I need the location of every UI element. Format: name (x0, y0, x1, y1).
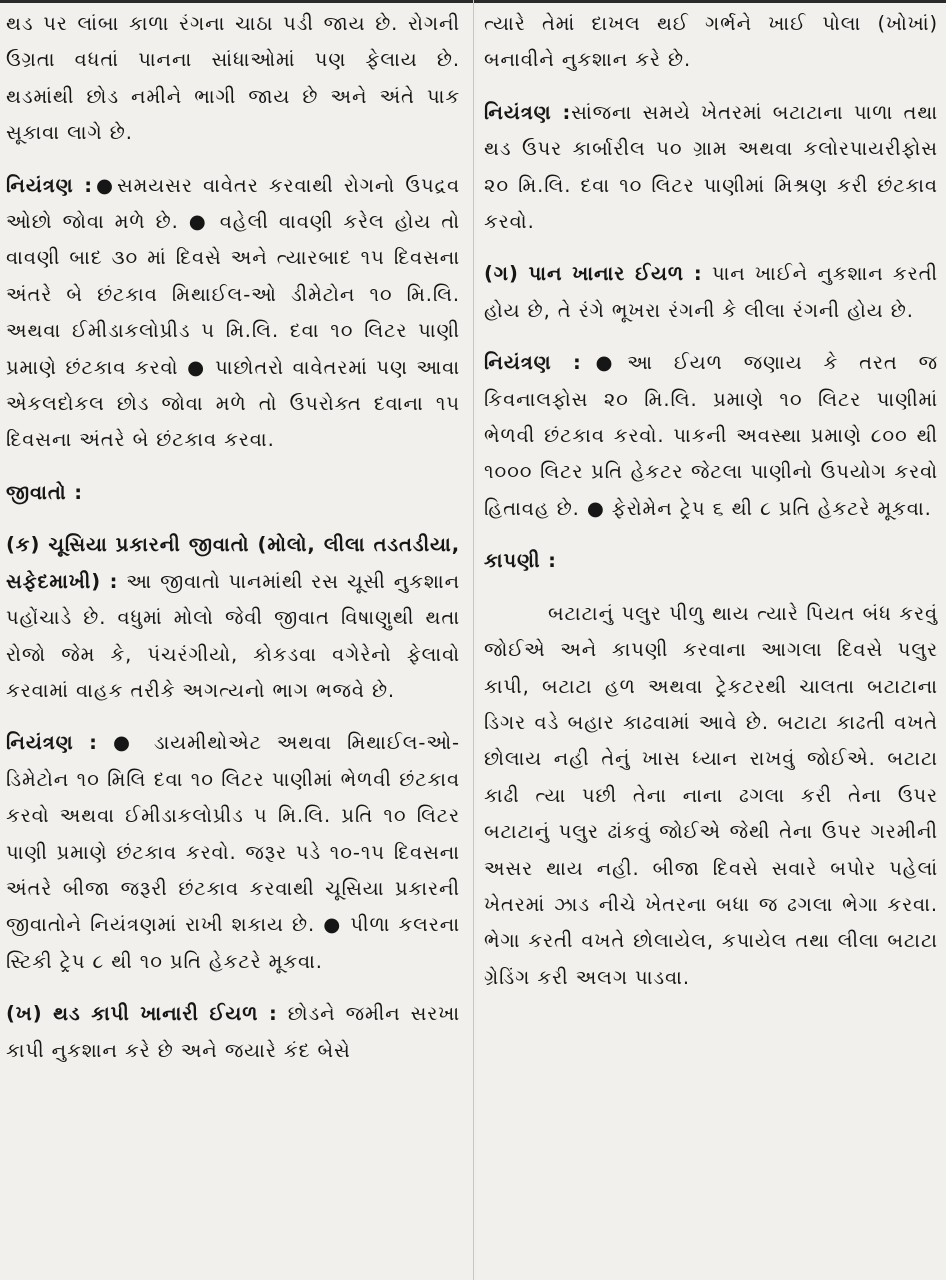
harvest-heading: કાપણી : (484, 549, 557, 573)
cutworm-label: (ખ) થડ કાપી ખાનારી ઈયળ : (6, 1002, 278, 1026)
right-column (474, 0, 946, 1012)
left-column (0, 0, 472, 1085)
control-text: ●આ ઈયળ જણાય કે તરત જ કિવનાલફોસ ૨૦ મિ.લિ. પ્રમાણે ૧૦ લિટર પાણીમાં ભેળવી છંટકાવ કરવો. પાકની અવસ્થા પ્રમાણે ૮૦૦ થી ૧૦૦૦ લિટર પ્રતિ હેકટર જેટલા પાણીનો ઉપયોગ કરવો હિતાવહ છે. ● ફેરોમેન ટ્રેપ ૬ થી ૮ પ્રતિ હેકટરે મૂકવા. (484, 351, 938, 520)
cutworm-paragraph (6, 996, 460, 1069)
control-paragraph-3 (484, 95, 938, 241)
cutworm-text: છોડને જમીન સરખા કાપી નુકશાન કરે છે અને જયારે કંદ બેસે (6, 1002, 460, 1062)
sucking-pests-paragraph (6, 527, 460, 709)
sucking-pests-text: આ જીવાતો પાનમાંથી રસ ચૂસી નુકશાન પહોંચાડે છે. વધુમાં મોલો જેવી જીવાત વિષાણુથી થતા રોજો જેમ કે, પંચરંગીયો, કોકડવા વગેરેનો ફેલાવો કરવામાં વાહક તરીકે અગત્યનો ભાગ ભજવે છે. (6, 569, 460, 702)
control-label: નિયંત્રણ : (6, 731, 98, 755)
control-text: ●સમયસર વાવેતર કરવાથી રોગનો ઉપદ્રવ ઓછો જોવા મળે છે. ● વહેલી વાવણી કરેલ હોય તો વાવણી બાદ ૩૦ માં દિવસે અને ત્યારબાદ ૧૫ દિવસના અંતરે બે છંટકાવ મિથાઈલ-ઓ ડીમેટોન ૧૦ મિ.લિ. અથવા ઈમીડાકલોપ્રીડ ૫ મિ.લિ. દવા ૧૦ લિટર પાણી પ્રમાણે છંટકાવ કરવો ● પાછોતરો વાવેતરમાં પણ આવા એકલદોકલ છોડ જોવા મળે તો ઉપરોક્ત દવાના ૧૫ દિવસના અંતરે બે છંટકાવ કરવા. (6, 173, 460, 452)
control-text: સાંજના સમયે ખેતરમાં બટાટાના પાળા તથા થડ ઉપર કાર્બારીલ ૫૦ ગ્રામ અથવા કલોરપાયરીફોસ ૨૦ મિ.લિ. દવા ૧૦ લિટર પાણીમાં મિશ્રણ કરી છંટકાવ કરવો. (484, 100, 938, 234)
control-label: નિયંત્રણ : (6, 173, 93, 197)
harvest-paragraph: બટાટાનું પલુર પીળુ થાય ત્યારે પિયત બંધ કરવું જોઈએ અને કાપણી કરવાના આગલા દિવસે પલુર કાપી, બટાટા હળ અથવા ટ્રેકટરથી ચાલતા બટાટાના ડિગર વડે બહાર કાઢવામાં આવે છે. બટાટા કાઢતી વખતે છોલાય નહી તેનું ખાસ ધ્યાન રાખવું જોઈએ. બટાટા કાઢી ત્યા પછી તેના નાના ઢગલા કરી તેના ઉપર બટાટાનું પલુર ઢાંકવું જોઈએ જેથી તેના ઉપર ગરમીની અસર થાય નહી. બીજા દિવસે સવારે બપોર પહેલાં ખેતરમાં ઝાડ નીચે ખેતરના બધા જ ઢગલા ભેગા કરવા. ભેગા કરતી વખતે છોલાયેલ, કપાયેલ તથા લીલા બટાટા ગ્રેડિંગ કરી અલગ પાડવા. (484, 601, 938, 989)
control-label: નિયંત્રણ : (484, 351, 582, 375)
leaf-eater-text: પાન ખાઈને નુકશાન કરતી હોય છે, તે રંગે ભૂખરા રંગની કે લીલા રંગની હોય છે. (484, 262, 938, 322)
intro-paragraph: થડ પર લાંબા કાળા રંગના ચાઠા પડી જાય છે. રોગની ઉગ્રતા વધતાં પાનના સાંધાઓમાં પણ ફેલાય છે. થડમાંથી છોડ નમીને ભાગી જાય છે અને અંતે પાક સૂકાવા લાગે છે. (6, 12, 460, 145)
leaf-eater-paragraph (484, 256, 938, 329)
sucking-pests-label: (ક) ચૂસિયા પ્રકારની જીવાતો (મોલો, લીલા તડતડીયા, સફેદમાખી) : (6, 533, 460, 593)
control-paragraph-2 (6, 725, 460, 980)
control-label: નિયંત્રણ : (484, 100, 572, 124)
control-paragraph-1 (6, 168, 460, 459)
continued-paragraph: ત્યારે તેમાં દાખલ થઈ ગર્ભને ખાઈ પોલા (ખોખાં) બનાવીને નુકશાન કરે છે. (484, 12, 938, 72)
leaf-eater-label: (ગ) પાન ખાનાર ઈયળ : (484, 262, 703, 286)
pests-heading: જીવાતો : (6, 480, 83, 504)
control-text: ● ડાયમીથોએટ અથવા મિથાઈલ-ઓ-ડિમેટોન ૧૦ મિલિ દવા ૧૦ લિટર પાણીમાં ભેળવી છંટકાવ કરવો અથવા ઈમીડાકલોપ્રીડ ૫ મિ.લિ. પ્રતિ ૧૦ લિટર પાણી પ્રમાણે છંટકાવ કરવો. જરૂર પડે ૧૦-૧૫ દિવસના અંતરે બીજા જરૂરી છંટકાવ કરવાથી ચૂસિયા પ્રકારની જીવાતોને નિયંત્રણમાં રાખી શકાય છે. ● પીળા કલરના સ્ટિકી ટ્રેપ ૮ થી ૧૦ પ્રતિ હેકટરે મૂકવા. (6, 731, 460, 973)
control-paragraph-4 (484, 345, 938, 527)
